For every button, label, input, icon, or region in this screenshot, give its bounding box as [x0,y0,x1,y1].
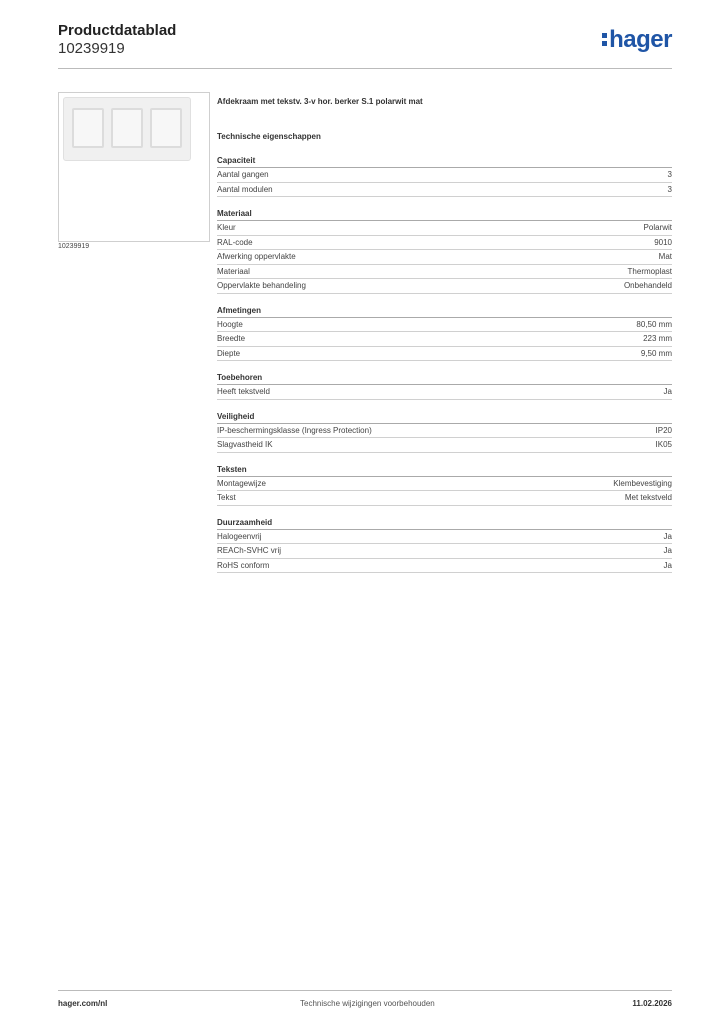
spec-label: IP-beschermingsklasse (Ingress Protection) [217,425,372,435]
spec-group-title: Veiligheid [217,412,672,424]
spec-row [217,250,672,265]
spec-label: Breedte [217,334,246,343]
spec-group-title: Materiaal [217,209,672,221]
spec-row [217,559,672,574]
product-title: Afdekraam met tekstv. 3-v hor. berker S.1 polarwit mat [217,97,423,106]
spec-group [217,518,672,574]
spec-row [217,385,672,400]
spec-row [217,221,672,236]
spec-value: Mat [658,252,672,261]
logo-text: hager [609,26,672,53]
spec-group-title: Teksten [217,465,672,477]
spec-value: 9010 [654,237,672,247]
frame-opening [111,108,143,148]
spec-row [217,183,672,198]
spec-group [217,465,672,506]
spec-row [217,318,672,333]
spec-group-title: Toebehoren [217,373,672,385]
cover-frame-illustration [63,97,191,161]
section-title: Technische eigenschappen [217,132,321,141]
hager-logo [602,26,672,54]
spec-group-title: Duurzaamheid [217,518,672,530]
spec-label: Aantal modulen [217,184,273,194]
spec-value: Met tekstveld [624,493,672,502]
spec-value: Klembevestiging [613,478,672,488]
spec-row [217,168,672,183]
spec-value: 9,50 mm [640,348,672,358]
spec-row [217,279,672,294]
spec-value: 80,50 mm [636,319,672,329]
spec-row [217,438,672,453]
footer-date: 11.02.2026 [632,999,672,1008]
spec-row [217,347,672,362]
spec-label: RoHS conform [217,560,270,570]
spec-label: Afwerking oppervlakte [217,252,296,261]
spec-label: Tekst [217,493,236,502]
spec-value: 3 [667,170,672,179]
spec-value: Ja [663,387,672,396]
spec-value: IP20 [655,425,672,435]
spec-label: Kleur [217,223,236,232]
spec-row [217,530,672,545]
spec-group [217,373,672,400]
frame-opening [72,108,104,148]
spec-row [217,332,672,347]
spec-label: Heeft tekstveld [217,387,270,396]
product-number: 10239919 [58,40,125,57]
spec-content [217,97,672,585]
footer-divider [58,990,672,991]
header-divider [58,68,672,69]
spec-label: REACh-SVHC vrij [217,546,282,555]
spec-group [217,156,672,197]
spec-row [217,265,672,280]
image-caption: 10239919 [58,243,90,250]
spec-label: Materiaal [217,266,250,276]
spec-value: Ja [663,546,672,555]
spec-label: Aantal gangen [217,170,269,179]
spec-value: 3 [667,184,672,194]
spec-value: Thermoplast [627,266,672,276]
spec-group [217,412,672,453]
spec-label: Slagvastheid IK [217,440,273,449]
product-image [58,92,210,242]
spec-group-title: Capaciteit [217,156,672,168]
logo-dots-icon [602,29,608,47]
spec-group [217,306,672,362]
footer-disclaimer: Technische wijzigingen voorbehouden [300,999,435,1008]
frame-opening [150,108,182,148]
spec-row [217,236,672,251]
spec-group [217,209,672,294]
spec-value: Polarwit [643,223,672,232]
spec-label: Diepte [217,348,241,358]
spec-value: Onbehandeld [623,281,672,290]
spec-label: RAL-code [217,237,253,247]
spec-value: IK05 [655,440,672,449]
spec-value: 223 mm [643,334,672,343]
spec-groups [217,156,672,573]
spec-label: Halogeenvrij [217,531,262,541]
page-header [58,22,176,58]
spec-row [217,477,672,492]
spec-row [217,544,672,559]
spec-row [217,491,672,506]
page-title: Productdatablad [58,22,177,39]
spec-value: Ja [663,531,672,541]
spec-label: Montagewijze [217,478,266,488]
spec-row [217,424,672,439]
spec-group-title: Afmetingen [217,306,672,318]
spec-value: Ja [663,560,672,570]
spec-label: Oppervlakte behandeling [217,281,306,290]
footer-website: hager.com/nl [58,999,108,1008]
spec-label: Hoogte [217,319,243,329]
